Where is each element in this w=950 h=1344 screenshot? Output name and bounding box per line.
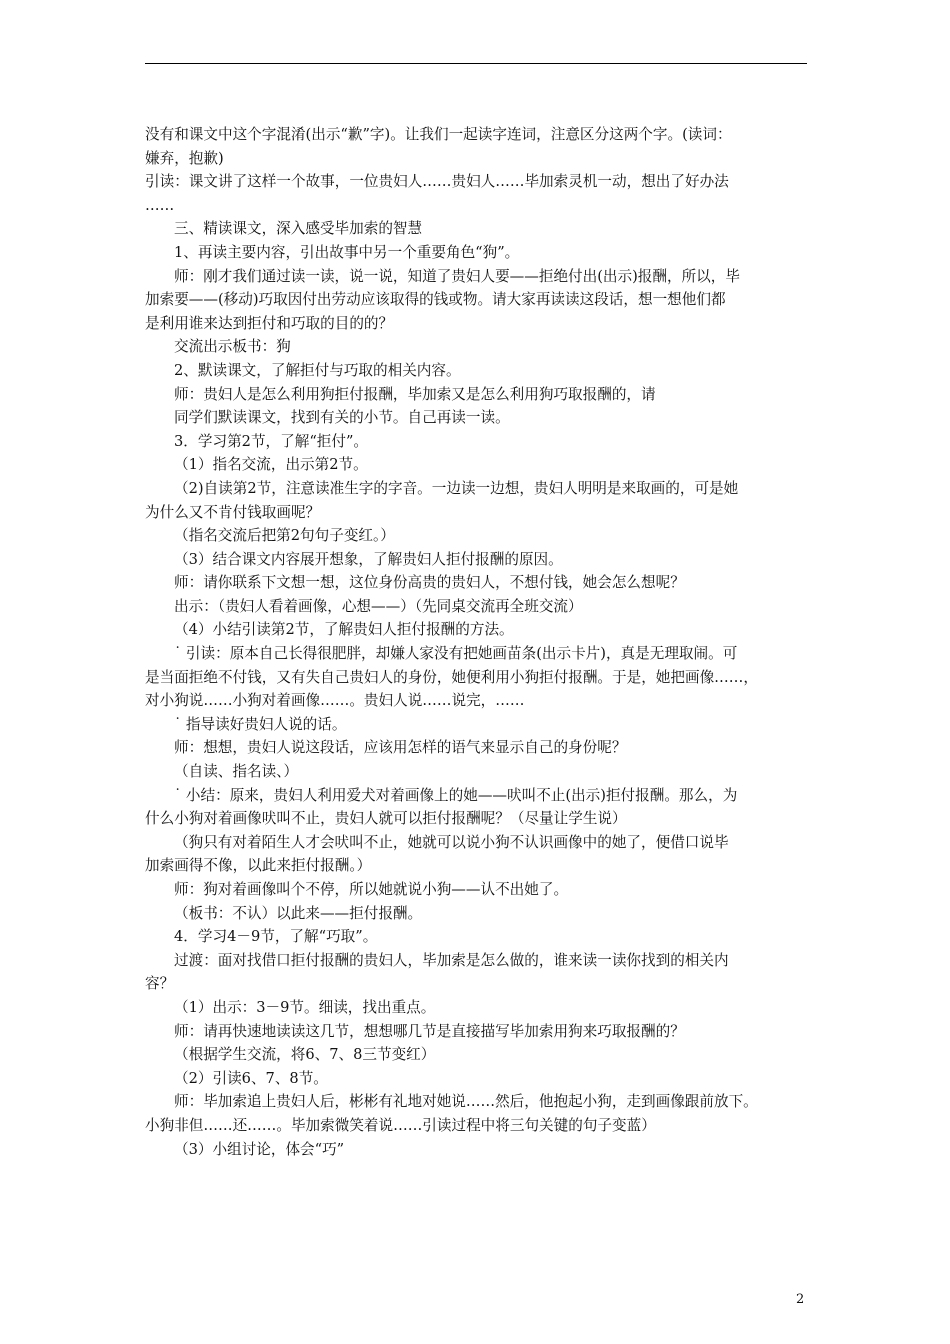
text-line: （自读、指名读、） — [174, 763, 299, 781]
text-line: ˙ 小结：原来，贵妇人利用爱犬对着画像上的她——吠叫不止(出示)拒付报酬。那么，为 — [174, 786, 738, 804]
text-line: 师：想想，贵妇人说这段话，应该用怎样的语气来显示自己的身份呢？ — [174, 739, 627, 757]
text-line: 加索要——(移动)巧取因付出劳动应该取得的钱或物。请大家再读读这段话，想一想他们都 — [145, 291, 726, 309]
text-line: （根据学生交流，将6、7、8三节变红） — [174, 1046, 436, 1064]
text-line: 2、默读课文，了解拒付与巧取的相关内容。 — [174, 361, 461, 379]
text-line: 三、精读课文，深入感受毕加索的智慧 — [174, 220, 423, 238]
text-line: 1、再读主要内容，引出故事中另一个重要角色“狗”。 — [174, 243, 520, 261]
text-line: 3．学习第2节，了解“拒付”。 — [174, 432, 369, 450]
header-rule — [145, 63, 807, 64]
text-line: ˙ 指导读好贵妇人说的话。 — [174, 715, 347, 733]
text-line: 同学们默读课文，找到有关的小节。自己再读一读。 — [174, 409, 510, 427]
text-line: 加索画得不像，以此来拒付报酬。） — [145, 857, 372, 875]
text-line: 过渡：面对找借口拒付报酬的贵妇人，毕加索是怎么做的，谁来读一读你找到的相关内 — [174, 951, 729, 969]
text-line: （3）小组讨论，体会“巧” — [174, 1140, 345, 1158]
text-line: 为什么又不肯付钱取画呢？ — [145, 503, 321, 521]
text-line: （2)自读第2节，注意读准生字的字音。一边读一边想，贵妇人明明是来取画的，可是她 — [174, 479, 739, 497]
text-line: 师：毕加索追上贵妇人后，彬彬有礼地对她说……然后，他抱起小狗，走到画像跟前放下。 — [174, 1093, 758, 1111]
text-line: （指名交流后把第2句句子变红。） — [174, 527, 395, 545]
text-line: 没有和课文中这个字混淆(出示“歉”字)。让我们一起读字连词，注意区分这两个字。(读词： — [145, 126, 732, 143]
text-line: （1）出示：3－9节。细读，找出重点。 — [174, 998, 436, 1016]
text-line: 是利用谁来达到拒付和巧取的目的的？ — [145, 314, 394, 332]
text-line: 交流出示板书：狗 — [174, 338, 291, 356]
text-line: （狗只有对着陌生人才会吠叫不止，她就可以说小狗不认识画像中的她了，便借口说毕 — [174, 833, 729, 851]
text-line: 师：请再快速地读读这几节，想想哪几节是直接描写毕加索用狗来巧取报酬的？ — [174, 1022, 685, 1040]
text-line: （4）小结引读第2节，了解贵妇人拒付报酬的方法。 — [174, 621, 514, 639]
text-line: 师：刚才我们通过读一读，说一说，知道了贵妇人要——拒绝付出(出示)报酬，所以，毕 — [174, 267, 740, 285]
text-line: （1）指名交流，出示第2节。 — [174, 456, 368, 474]
text-line: ˙ 引读：原本自己长得很肥胖，却嫌人家没有把她画苗条(出示卡片)，真是无理取闹。可 — [174, 645, 738, 663]
text-line: （2）引读6、7、8节。 — [174, 1069, 328, 1087]
text-line: 师：请你联系下文想一想，这位身份高贵的贵妇人，不想付钱，她会怎么想呢？ — [174, 574, 685, 592]
text-line: 师：狗对着画像叫个不停，所以她就说小狗——认不出她了。 — [174, 881, 569, 898]
text-line: 师：贵妇人是怎么利用狗拒付报酬，毕加索又是怎么利用狗巧取报酬的，请 — [174, 385, 656, 403]
text-line: 4．学习4－9节，了解“巧取”。 — [174, 928, 378, 946]
document-body — [145, 123, 813, 1161]
text-line: 是当面拒绝不付钱，又有失自己贵妇人的身份，她便利用小狗拒付报酬。于是，她把画像……， — [145, 668, 758, 686]
text-line: （3）结合课文内容展开想象，了解贵妇人拒付报酬的原因。 — [174, 550, 563, 568]
text-line: …… — [145, 196, 175, 214]
text-line: 引读：课文讲了这样一个故事，一位贵妇人……贵妇人……毕加索灵机一动，想出了好办法 — [145, 173, 729, 191]
page-number: 2 — [796, 1292, 805, 1307]
text-line: （板书：不认）以此来——拒付报酬。 — [174, 904, 423, 922]
text-line: 出示：（贵妇人看着画像，心想——）（先同桌交流再全班交流） — [174, 597, 583, 615]
text-line: 小狗非但……还……。毕加索微笑着说……引读过程中将三句关键的句子变蓝） — [145, 1116, 656, 1134]
text-line: 对小狗说……小狗对着画像……。贵妇人说……说完，…… — [145, 692, 525, 710]
text-line: 容？ — [145, 975, 175, 993]
text-line: 嫌弃，抱歉) — [145, 149, 224, 167]
text-line: 什么小狗对着画像吠叫不止，贵妇人就可以拒付报酬呢？（尽量让学生说） — [145, 810, 627, 828]
